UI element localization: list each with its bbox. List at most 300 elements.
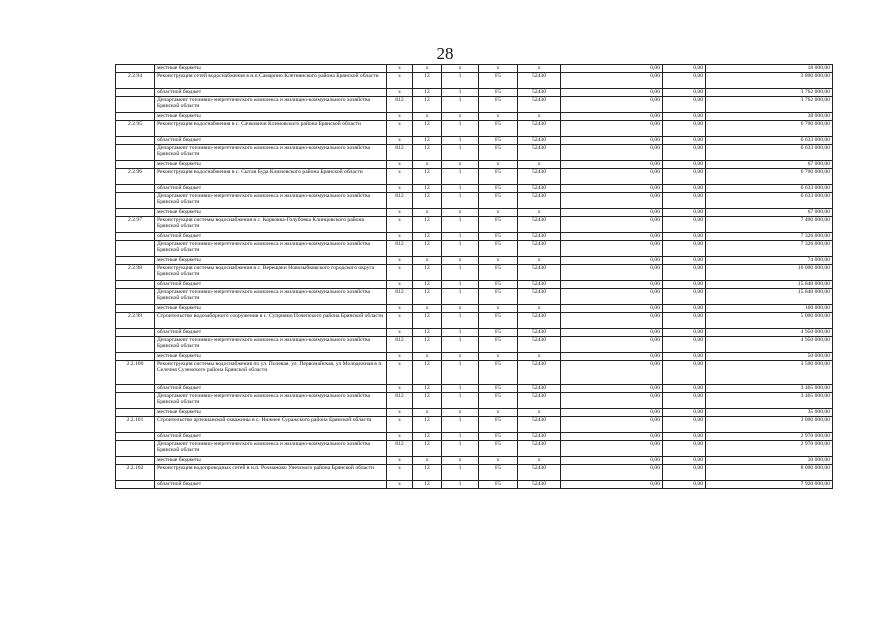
row-subsection: 1 xyxy=(442,313,479,329)
row-value-2: 0,00 xyxy=(663,385,706,393)
row-code: x xyxy=(518,161,561,169)
row-subsection: 1 xyxy=(442,265,479,281)
row-subsection: x xyxy=(442,409,479,417)
row-value-1: 0,00 xyxy=(561,161,663,169)
row-value-1: 0,00 xyxy=(561,145,663,161)
row-value-2: 0,00 xyxy=(663,217,706,233)
row-section: 12 xyxy=(413,441,442,457)
row-grbs: x xyxy=(387,265,413,281)
row-name: Департамент топливно-энергетического комплекса и жилищно-коммунального хозяйства Брянской области xyxy=(155,393,387,409)
row-value-3: 3 000 000,00 xyxy=(706,417,833,433)
row-code: x xyxy=(518,257,561,265)
row-name: местные бюджеты xyxy=(155,161,387,169)
row-code: 52430 xyxy=(518,313,561,329)
row-section: 12 xyxy=(413,265,442,281)
row-value-2: 0,00 xyxy=(663,257,706,265)
row-value-1: 0,00 xyxy=(561,481,663,489)
table-row xyxy=(116,65,833,73)
table-row xyxy=(116,441,833,457)
row-value-3: 30 000,00 xyxy=(706,457,833,465)
row-subsection: 1 xyxy=(442,169,479,185)
table-row xyxy=(116,393,833,409)
row-subsection: 1 xyxy=(442,281,479,289)
row-name: Строительство артезианской скважины в с. Нижнее Суражского района Брянской области xyxy=(155,417,387,433)
row-name: местные бюджеты xyxy=(155,113,387,121)
row-target: x xyxy=(479,409,518,417)
row-number xyxy=(116,393,155,409)
row-target: F5 xyxy=(479,89,518,97)
table-row xyxy=(116,337,833,353)
row-number: 2.2.100 xyxy=(116,361,155,385)
row-value-1: 0,00 xyxy=(561,137,663,145)
row-number: 2.2.96 xyxy=(116,169,155,185)
row-section: 12 xyxy=(413,97,442,113)
row-name: Департамент топливно-энергетического комплекса и жилищно-коммунального хозяйства Брянской области xyxy=(155,289,387,305)
row-value-3: 3 500 000,00 xyxy=(706,361,833,385)
row-grbs: 812 xyxy=(387,193,413,209)
row-value-1: 0,00 xyxy=(561,353,663,361)
row-target: F5 xyxy=(479,233,518,241)
table-row xyxy=(116,97,833,113)
table-row xyxy=(116,265,833,281)
row-target: F5 xyxy=(479,393,518,409)
table-row xyxy=(116,185,833,193)
row-value-1: 0,00 xyxy=(561,217,663,233)
row-subsection: x xyxy=(442,65,479,73)
row-code: 52430 xyxy=(518,217,561,233)
row-code: 52430 xyxy=(518,385,561,393)
row-name: Реконструкция системы водоснабжения по ул. Полевая, ул. Первомайская, ул Молодежная в п. Селечня Суземского района Брянской области xyxy=(155,361,387,385)
row-number xyxy=(116,65,155,73)
row-number xyxy=(116,161,155,169)
row-target: F5 xyxy=(479,465,518,481)
row-number: 2.2.99 xyxy=(116,313,155,329)
row-grbs: x xyxy=(387,113,413,121)
row-code: 52430 xyxy=(518,393,561,409)
row-value-3: 3 465 000,00 xyxy=(706,393,833,409)
row-value-3: 4 950 000,00 xyxy=(706,337,833,353)
row-number xyxy=(116,113,155,121)
row-target: F5 xyxy=(479,137,518,145)
row-value-2: 0,00 xyxy=(663,145,706,161)
table-row xyxy=(116,193,833,209)
row-grbs: x xyxy=(387,361,413,385)
row-value-3: 7 326 000,00 xyxy=(706,241,833,257)
row-code: 52430 xyxy=(518,441,561,457)
row-value-1: 0,00 xyxy=(561,409,663,417)
row-code: 52430 xyxy=(518,185,561,193)
row-value-3: 50 000,00 xyxy=(706,353,833,361)
row-value-3: 8 000 000,00 xyxy=(706,465,833,481)
row-subsection: 1 xyxy=(442,289,479,305)
row-subsection: 1 xyxy=(442,337,479,353)
row-target: F5 xyxy=(479,185,518,193)
table-row xyxy=(116,281,833,289)
row-value-3: 7 400 000,00 xyxy=(706,217,833,233)
row-value-1: 0,00 xyxy=(561,209,663,217)
row-value-2: 0,00 xyxy=(663,353,706,361)
row-section: 12 xyxy=(413,73,442,89)
table-row xyxy=(116,481,833,489)
row-number xyxy=(116,329,155,337)
row-value-3: 2 970 000,00 xyxy=(706,433,833,441)
row-subsection: 1 xyxy=(442,241,479,257)
row-section: 12 xyxy=(413,361,442,385)
row-value-2: 0,00 xyxy=(663,481,706,489)
row-value-1: 0,00 xyxy=(561,417,663,433)
row-name: областной бюджет xyxy=(155,185,387,193)
row-value-2: 0,00 xyxy=(663,73,706,89)
table-row xyxy=(116,113,833,121)
row-value-1: 0,00 xyxy=(561,305,663,313)
row-number xyxy=(116,137,155,145)
table-row xyxy=(116,233,833,241)
table-row xyxy=(116,457,833,465)
row-value-2: 0,00 xyxy=(663,337,706,353)
row-name: Реконструкция водопроводных сетей в н.п. Рохманово Унечского района Брянской области xyxy=(155,465,387,481)
row-number xyxy=(116,89,155,97)
row-target: F5 xyxy=(479,441,518,457)
row-grbs: x xyxy=(387,65,413,73)
row-grbs: x xyxy=(387,433,413,441)
row-target: x xyxy=(479,457,518,465)
row-code: x xyxy=(518,209,561,217)
row-value-2: 0,00 xyxy=(663,169,706,185)
row-name: местные бюджеты xyxy=(155,353,387,361)
row-target: F5 xyxy=(479,73,518,89)
row-subsection: 1 xyxy=(442,89,479,97)
row-target: F5 xyxy=(479,121,518,137)
row-target: x xyxy=(479,65,518,73)
row-target: F5 xyxy=(479,385,518,393)
row-section: 12 xyxy=(413,145,442,161)
table-row xyxy=(116,209,833,217)
row-target: x xyxy=(479,161,518,169)
row-number xyxy=(116,97,155,113)
row-value-1: 0,00 xyxy=(561,113,663,121)
row-value-3: 2 970 000,00 xyxy=(706,441,833,457)
row-grbs: x xyxy=(387,465,413,481)
row-subsection: x xyxy=(442,209,479,217)
row-value-3: 4 950 000,00 xyxy=(706,329,833,337)
row-target: F5 xyxy=(479,481,518,489)
row-name: областной бюджет xyxy=(155,233,387,241)
row-code: x xyxy=(518,113,561,121)
table-row xyxy=(116,409,833,417)
row-section: x xyxy=(413,353,442,361)
row-value-3: 67 000,00 xyxy=(706,161,833,169)
row-name: местные бюджеты xyxy=(155,209,387,217)
row-grbs: 812 xyxy=(387,241,413,257)
row-target: F5 xyxy=(479,241,518,257)
row-subsection: x xyxy=(442,305,479,313)
row-section: 12 xyxy=(413,169,442,185)
row-name: областной бюджет xyxy=(155,329,387,337)
row-grbs: x xyxy=(387,457,413,465)
row-grbs: 812 xyxy=(387,145,413,161)
row-value-3: 7 920 000,00 xyxy=(706,481,833,489)
row-number xyxy=(116,241,155,257)
row-target: F5 xyxy=(479,313,518,329)
row-code: 52430 xyxy=(518,265,561,281)
row-name: Реконструкция водоснабжения в с. Сачковичи Климовского района Брянской области xyxy=(155,121,387,137)
row-grbs: x xyxy=(387,121,413,137)
row-subsection: x xyxy=(442,353,479,361)
row-value-2: 0,00 xyxy=(663,409,706,417)
row-number xyxy=(116,233,155,241)
table-row xyxy=(116,89,833,97)
row-value-2: 0,00 xyxy=(663,465,706,481)
row-code: 52430 xyxy=(518,289,561,305)
table-row xyxy=(116,433,833,441)
row-name: областной бюджет xyxy=(155,89,387,97)
table-row xyxy=(116,417,833,433)
row-subsection: x xyxy=(442,161,479,169)
row-grbs: 812 xyxy=(387,337,413,353)
table-row xyxy=(116,305,833,313)
row-value-1: 0,00 xyxy=(561,65,663,73)
row-section: 12 xyxy=(413,289,442,305)
row-value-3: 18 000,00 xyxy=(706,65,833,73)
row-name: местные бюджеты xyxy=(155,409,387,417)
row-target: x xyxy=(479,113,518,121)
row-subsection: 1 xyxy=(442,441,479,457)
row-grbs: x xyxy=(387,481,413,489)
row-name: областной бюджет xyxy=(155,281,387,289)
row-code: 52430 xyxy=(518,193,561,209)
row-subsection: 1 xyxy=(442,361,479,385)
row-name: Департамент топливно-энергетического комплекса и жилищно-коммунального хозяйства Брянской области xyxy=(155,241,387,257)
row-value-2: 0,00 xyxy=(663,97,706,113)
row-section: 12 xyxy=(413,185,442,193)
row-grbs: x xyxy=(387,257,413,265)
row-grbs: x xyxy=(387,385,413,393)
row-section: x xyxy=(413,65,442,73)
row-name: Департамент топливно-энергетического комплекса и жилищно-коммунального хозяйства Брянской области xyxy=(155,337,387,353)
row-name: местные бюджеты xyxy=(155,305,387,313)
row-code: 52430 xyxy=(518,481,561,489)
row-number xyxy=(116,209,155,217)
row-target: x xyxy=(479,305,518,313)
row-grbs: x xyxy=(387,73,413,89)
row-code: 52430 xyxy=(518,145,561,161)
row-value-2: 0,00 xyxy=(663,209,706,217)
row-subsection: 1 xyxy=(442,193,479,209)
table-row xyxy=(116,289,833,305)
row-target: x xyxy=(479,353,518,361)
row-section: 12 xyxy=(413,433,442,441)
row-value-2: 0,00 xyxy=(663,265,706,281)
row-value-3: 3 762 000,00 xyxy=(706,89,833,97)
row-code: 52430 xyxy=(518,97,561,113)
row-name: Реконструкция системы водоснабжения в с. Верещаки Новозыбковского городского округа Брянской области xyxy=(155,265,387,281)
table-row xyxy=(116,361,833,385)
row-value-3: 6 700 000,00 xyxy=(706,169,833,185)
row-name: местные бюджеты xyxy=(155,257,387,265)
row-target: F5 xyxy=(479,97,518,113)
row-value-3: 6 633 000,00 xyxy=(706,137,833,145)
row-value-1: 0,00 xyxy=(561,233,663,241)
row-subsection: x xyxy=(442,113,479,121)
row-number: 2.2.94 xyxy=(116,73,155,89)
row-section: x xyxy=(413,305,442,313)
row-target: F5 xyxy=(479,217,518,233)
row-code: x xyxy=(518,457,561,465)
row-number xyxy=(116,481,155,489)
row-section: 12 xyxy=(413,329,442,337)
row-number xyxy=(116,257,155,265)
row-value-3: 74 000,00 xyxy=(706,257,833,265)
row-section: x xyxy=(413,457,442,465)
row-subsection: 1 xyxy=(442,137,479,145)
table-row xyxy=(116,169,833,185)
row-grbs: x xyxy=(387,329,413,337)
row-section: 12 xyxy=(413,89,442,97)
row-value-2: 0,00 xyxy=(663,441,706,457)
row-subsection: 1 xyxy=(442,433,479,441)
row-value-1: 0,00 xyxy=(561,281,663,289)
table-row xyxy=(116,145,833,161)
row-value-3: 7 326 000,00 xyxy=(706,233,833,241)
row-value-2: 0,00 xyxy=(663,289,706,305)
row-value-2: 0,00 xyxy=(663,457,706,465)
row-grbs: 812 xyxy=(387,393,413,409)
row-name: Строительство водозаборного сооружения в с. Суприяно Почепского района Брянской области xyxy=(155,313,387,329)
row-name: местные бюджеты xyxy=(155,457,387,465)
row-code: x xyxy=(518,409,561,417)
row-code: 52430 xyxy=(518,169,561,185)
row-name: областной бюджет xyxy=(155,481,387,489)
table-row xyxy=(116,465,833,481)
row-subsection: 1 xyxy=(442,329,479,337)
row-name: Департамент топливно-энергетического комплекса и жилищно-коммунального хозяйства Брянской области xyxy=(155,441,387,457)
row-name: Департамент топливно-энергетического комплекса и жилищно-коммунального хозяйства Брянской области xyxy=(155,193,387,209)
row-section: x xyxy=(413,257,442,265)
row-value-1: 0,00 xyxy=(561,329,663,337)
row-section: 12 xyxy=(413,393,442,409)
row-section: 12 xyxy=(413,465,442,481)
row-grbs: x xyxy=(387,137,413,145)
row-value-1: 0,00 xyxy=(561,193,663,209)
budget-table xyxy=(115,64,833,489)
row-number xyxy=(116,305,155,313)
table-row xyxy=(116,353,833,361)
row-subsection: 1 xyxy=(442,393,479,409)
row-value-2: 0,00 xyxy=(663,185,706,193)
row-section: 12 xyxy=(413,417,442,433)
row-subsection: 1 xyxy=(442,145,479,161)
table-row xyxy=(116,329,833,337)
row-subsection: 1 xyxy=(442,233,479,241)
row-target: F5 xyxy=(479,193,518,209)
row-value-2: 0,00 xyxy=(663,361,706,385)
row-value-1: 0,00 xyxy=(561,441,663,457)
row-value-2: 0,00 xyxy=(663,241,706,257)
row-value-1: 0,00 xyxy=(561,385,663,393)
row-subsection: 1 xyxy=(442,97,479,113)
row-value-2: 0,00 xyxy=(663,393,706,409)
row-grbs: x xyxy=(387,313,413,329)
row-target: F5 xyxy=(479,281,518,289)
row-name: Департамент топливно-энергетического комплекса и жилищно-коммунального хозяйства Брянской области xyxy=(155,145,387,161)
row-section: x xyxy=(413,209,442,217)
row-section: 12 xyxy=(413,137,442,145)
row-number xyxy=(116,145,155,161)
row-grbs: x xyxy=(387,217,413,233)
row-value-3: 3 800 000,00 xyxy=(706,73,833,89)
row-target: F5 xyxy=(479,329,518,337)
row-value-1: 0,00 xyxy=(561,121,663,137)
row-value-1: 0,00 xyxy=(561,465,663,481)
row-value-1: 0,00 xyxy=(561,289,663,305)
row-grbs: x xyxy=(387,417,413,433)
row-number xyxy=(116,281,155,289)
row-value-1: 0,00 xyxy=(561,257,663,265)
table-row xyxy=(116,161,833,169)
row-section: x xyxy=(413,113,442,121)
row-value-3: 6 633 000,00 xyxy=(706,145,833,161)
row-value-3: 3 762 000,00 xyxy=(706,97,833,113)
row-value-3: 35 000,00 xyxy=(706,409,833,417)
row-grbs: x xyxy=(387,281,413,289)
table-row xyxy=(116,241,833,257)
row-grbs: x xyxy=(387,305,413,313)
row-value-1: 0,00 xyxy=(561,313,663,329)
row-number xyxy=(116,385,155,393)
row-number xyxy=(116,457,155,465)
row-section: 12 xyxy=(413,281,442,289)
row-name: областной бюджет xyxy=(155,433,387,441)
row-value-1: 0,00 xyxy=(561,73,663,89)
row-number xyxy=(116,193,155,209)
page-number: 28 xyxy=(436,44,454,63)
row-value-3: 16 000 000,00 xyxy=(706,265,833,281)
row-grbs: x xyxy=(387,209,413,217)
row-section: 12 xyxy=(413,233,442,241)
row-section: 12 xyxy=(413,337,442,353)
row-subsection: x xyxy=(442,257,479,265)
row-subsection: 1 xyxy=(442,481,479,489)
row-section: 12 xyxy=(413,193,442,209)
row-number: 2.2.95 xyxy=(116,121,155,137)
row-code: 52430 xyxy=(518,121,561,137)
row-code: 52430 xyxy=(518,233,561,241)
row-value-2: 0,00 xyxy=(663,113,706,121)
row-subsection: 1 xyxy=(442,73,479,89)
row-section: 12 xyxy=(413,481,442,489)
row-section: 12 xyxy=(413,121,442,137)
row-value-3: 3 465 000,00 xyxy=(706,385,833,393)
row-name: Реконструкция сетей водоснабжения в н.п.Самарино Клетнянского района Брянской области xyxy=(155,73,387,89)
row-name: Департамент топливно-энергетического комплекса и жилищно-коммунального хозяйства Брянской области xyxy=(155,97,387,113)
row-number: 2.2.97 xyxy=(116,217,155,233)
table-row xyxy=(116,313,833,329)
row-value-2: 0,00 xyxy=(663,65,706,73)
row-value-1: 0,00 xyxy=(561,361,663,385)
row-value-1: 0,00 xyxy=(561,97,663,113)
row-value-1: 0,00 xyxy=(561,89,663,97)
row-value-3: 6 633 000,00 xyxy=(706,185,833,193)
row-value-2: 0,00 xyxy=(663,193,706,209)
row-value-3: 15 840 000,00 xyxy=(706,289,833,305)
row-code: 52430 xyxy=(518,73,561,89)
row-value-2: 0,00 xyxy=(663,313,706,329)
row-number xyxy=(116,441,155,457)
row-number xyxy=(116,433,155,441)
row-number xyxy=(116,353,155,361)
row-code: 52430 xyxy=(518,89,561,97)
row-code: x xyxy=(518,65,561,73)
